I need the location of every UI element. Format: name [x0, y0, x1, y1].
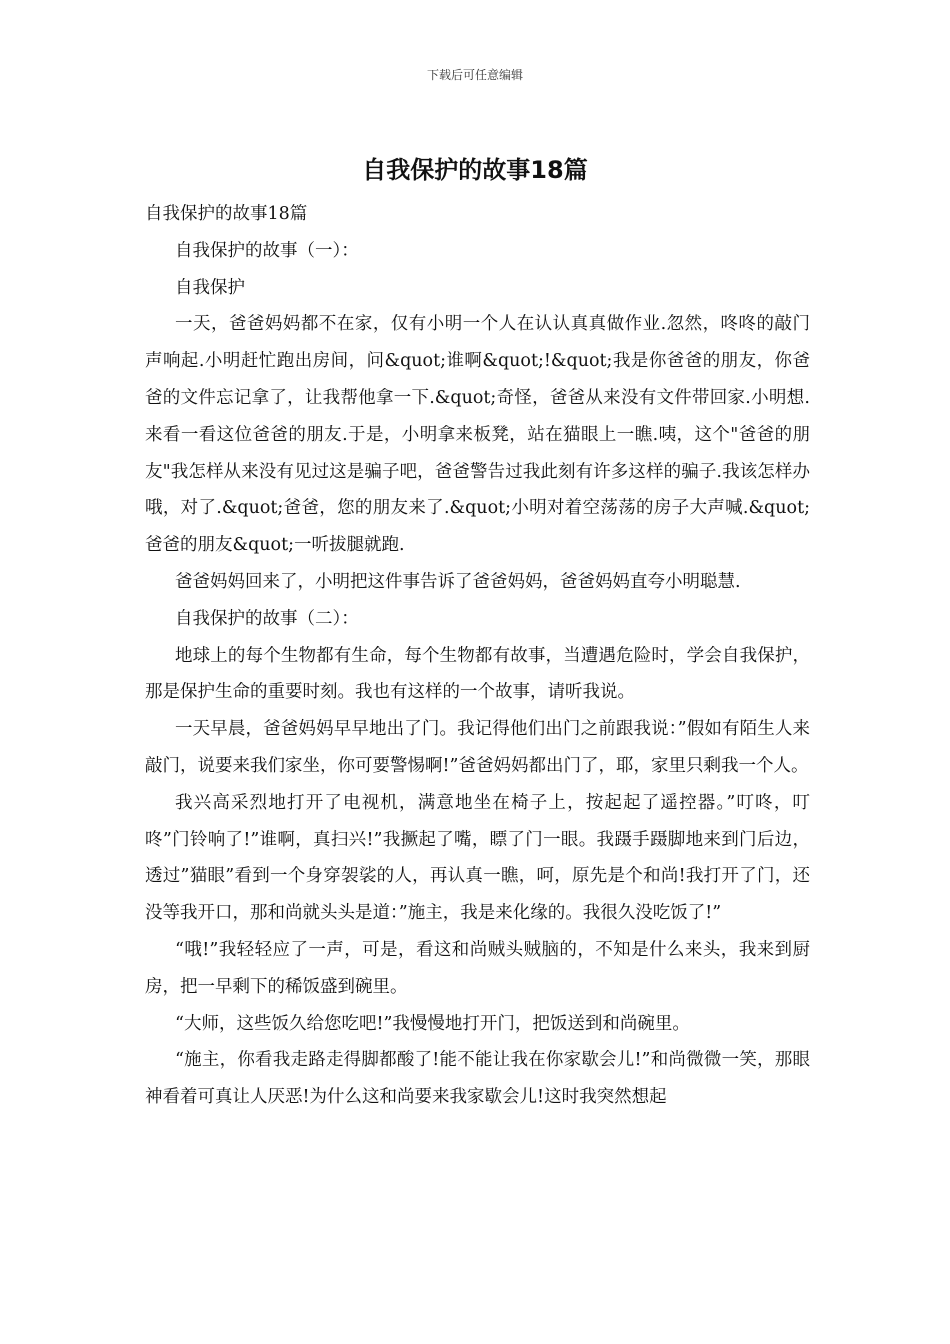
paragraph: 自我保护的故事（二）： — [175, 608, 359, 629]
paragraph: 自我保护的故事18篇 — [145, 204, 308, 224]
paragraph: 地球上的每个生物都有生命，每个生物都有故事，当遭遇危险时，学会自我保护，那是保护生命的重要时刻。我也有这样的一个故事，请听我说。 — [145, 645, 810, 703]
paragraph: “施主，你看我走路走得脚都酸了!能不能让我在你家歇会儿!”和尚微微一笑，那眼神看着可真让人厌恶!为什么这和尚要来我家歇会儿!这时我突然想起 — [145, 1050, 810, 1108]
paragraph: 自我保护的故事（一）： — [175, 240, 359, 261]
paragraph: “哦!”我轻轻应了一声，可是，看这和尚贼头贼脑的，不知是什么来头，我来到厨房，把一早剩下的稀饭盛到碗里。 — [145, 939, 810, 997]
paragraph: 爸爸妈妈回来了，小明把这件事告诉了爸爸妈妈，爸爸妈妈直夸小明聪慧. — [175, 571, 741, 592]
paragraph: 一天早晨，爸爸妈妈早早地出了门。我记得他们出门之前跟我说：”假如有陌生人来敲门，说要来我们家坐，你可要警惕啊!”爸爸妈妈都出门了，耶，家里只剩我一个人。 — [145, 719, 810, 776]
paragraph: 自我保护 — [175, 277, 245, 298]
paragraph: 我兴高采烈地打开了电视机，满意地坐在椅子上，按起起了遥控器。”叮咚，叮咚”门铃响了!”谁啊，真扫兴!”我撅起了嘴，瞟了门一眼。我蹑手蹑脚地来到门后边，透过”猫眼”看到一个身穿袈裟的人，再认真一瞧，呵，原先是个和尚!我打开了门，还没等我开口，那和尚就头头是道：”施主，我是来化缘的。我很久没吃饭了!” — [145, 792, 810, 924]
page-header-note: 下载后可任意编辑 — [426, 68, 523, 82]
paragraph: 一天，爸爸妈妈都不在家，仅有小明一个人在认认真真做作业.忽然，咚咚的敲门声响起.小明赶忙跑出房间，问&quot;谁啊&quot;!&quot;我是你爸爸的朋友，你爸爸的文件忘记拿了，让我帮他拿一下.&quot;奇怪，爸爸从来没有文件带回家.小明想.来看一看这位爸爸的朋友.于是，小明拿来板凳，站在猫眼上一瞧.咦，这个"爸爸的朋友"我怎样从来没有见过这是骗子吧，爸爸警告过我此刻有许多这样的骗子.我该怎样办哦，对了.&quot;爸爸，您的朋友来了.&quot;小明对着空荡荡的房子大声喊.&quot;爸爸的朋友&quot;一听拔腿就跑. — [145, 314, 810, 556]
document-body — [145, 196, 810, 1116]
document-title: 自我保护的故事18篇 — [362, 156, 588, 184]
paragraph: “大师，这些饭久给您吃吧!”我慢慢地打开门，把饭送到和尚碗里。 — [175, 1013, 690, 1034]
